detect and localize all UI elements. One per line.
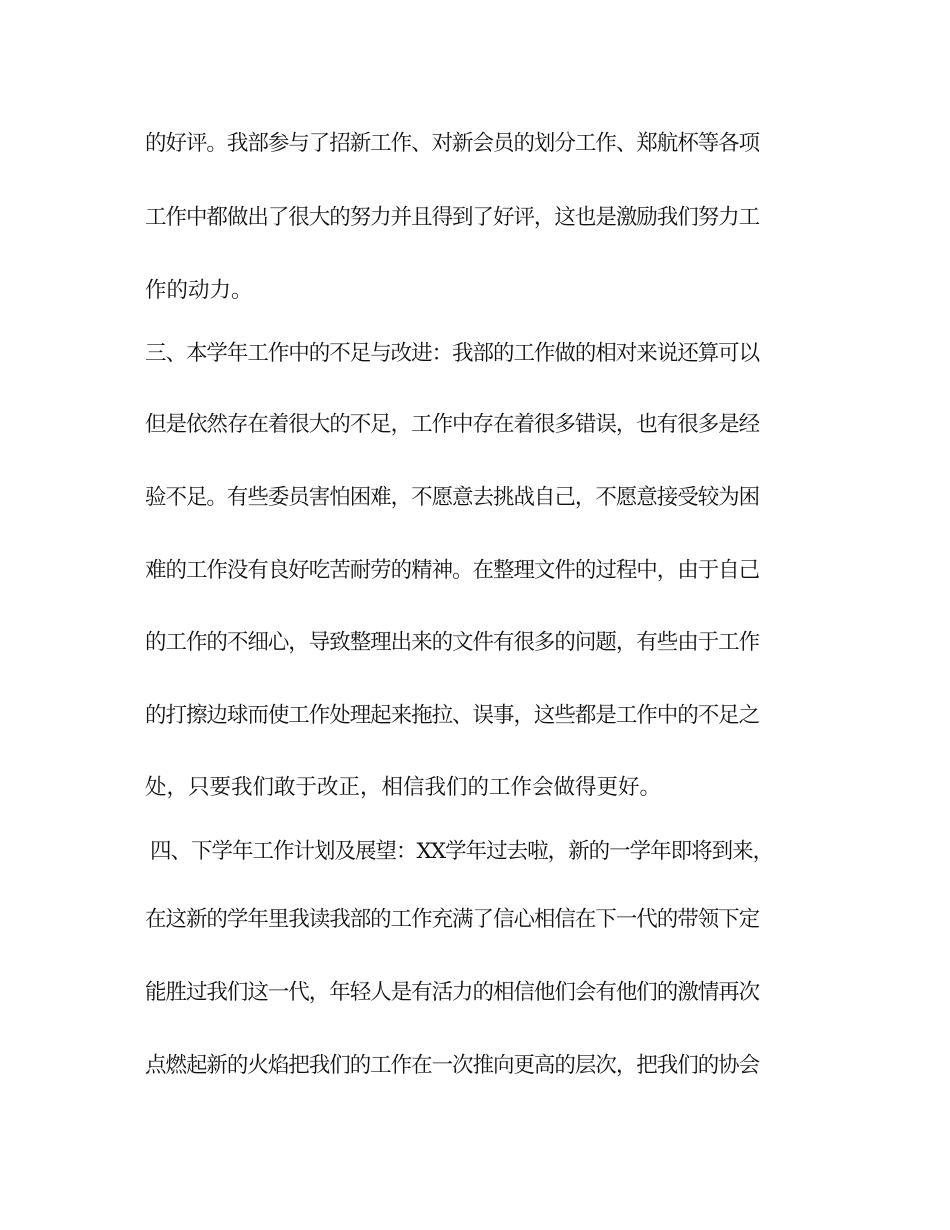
text-line: 验不足。有些委员害怕困难，不愿意去挑战自己，不愿意接受较为困 bbox=[145, 485, 760, 510]
text-line: 的好评。我部参与了招新工作、对新会员的划分工作、郑航杯等各项 bbox=[145, 131, 760, 156]
text-line: 点燃起新的火焰把我们的工作在一次推向更高的层次，把我们的协会 bbox=[145, 1053, 760, 1078]
text-line: 的打擦边球而使工作处理起来拖拉、误事，这些都是工作中的不足之 bbox=[145, 703, 760, 728]
text-line: 的工作的不细心，导致整理出来的文件有很多的问题，有些由于工作 bbox=[145, 630, 760, 655]
text-line: 作的动力。 bbox=[145, 278, 253, 303]
text-line: 但是依然存在着很大的不足，工作中存在着很多错误，也有很多是经 bbox=[145, 412, 760, 437]
text-line: 能胜过我们这一代，年轻人是有活力的相信他们会有他们的激情再次 bbox=[145, 980, 760, 1005]
text-line: 在这新的学年里我读我部的工作充满了信心相信在下一代的带领下定 bbox=[145, 907, 760, 932]
text-line: 处，只要我们敢于改正，相信我们的工作会做得更好。 bbox=[145, 775, 662, 800]
text-line: 难的工作没有良好吃苦耐劳的精神。在整理文件的过程中，由于自己 bbox=[145, 558, 760, 583]
section-heading-line: 三、本学年工作中的不足与改进：我部的工作做的相对来说还算可以 bbox=[145, 341, 760, 366]
text-line: 工作中都做出了很大的努力并且得到了好评，这也是激励我们努力工 bbox=[145, 205, 760, 230]
section-heading-line: 四、下学年工作计划及展望：XX学年过去啦，新的一学年即将到来， bbox=[150, 839, 774, 864]
